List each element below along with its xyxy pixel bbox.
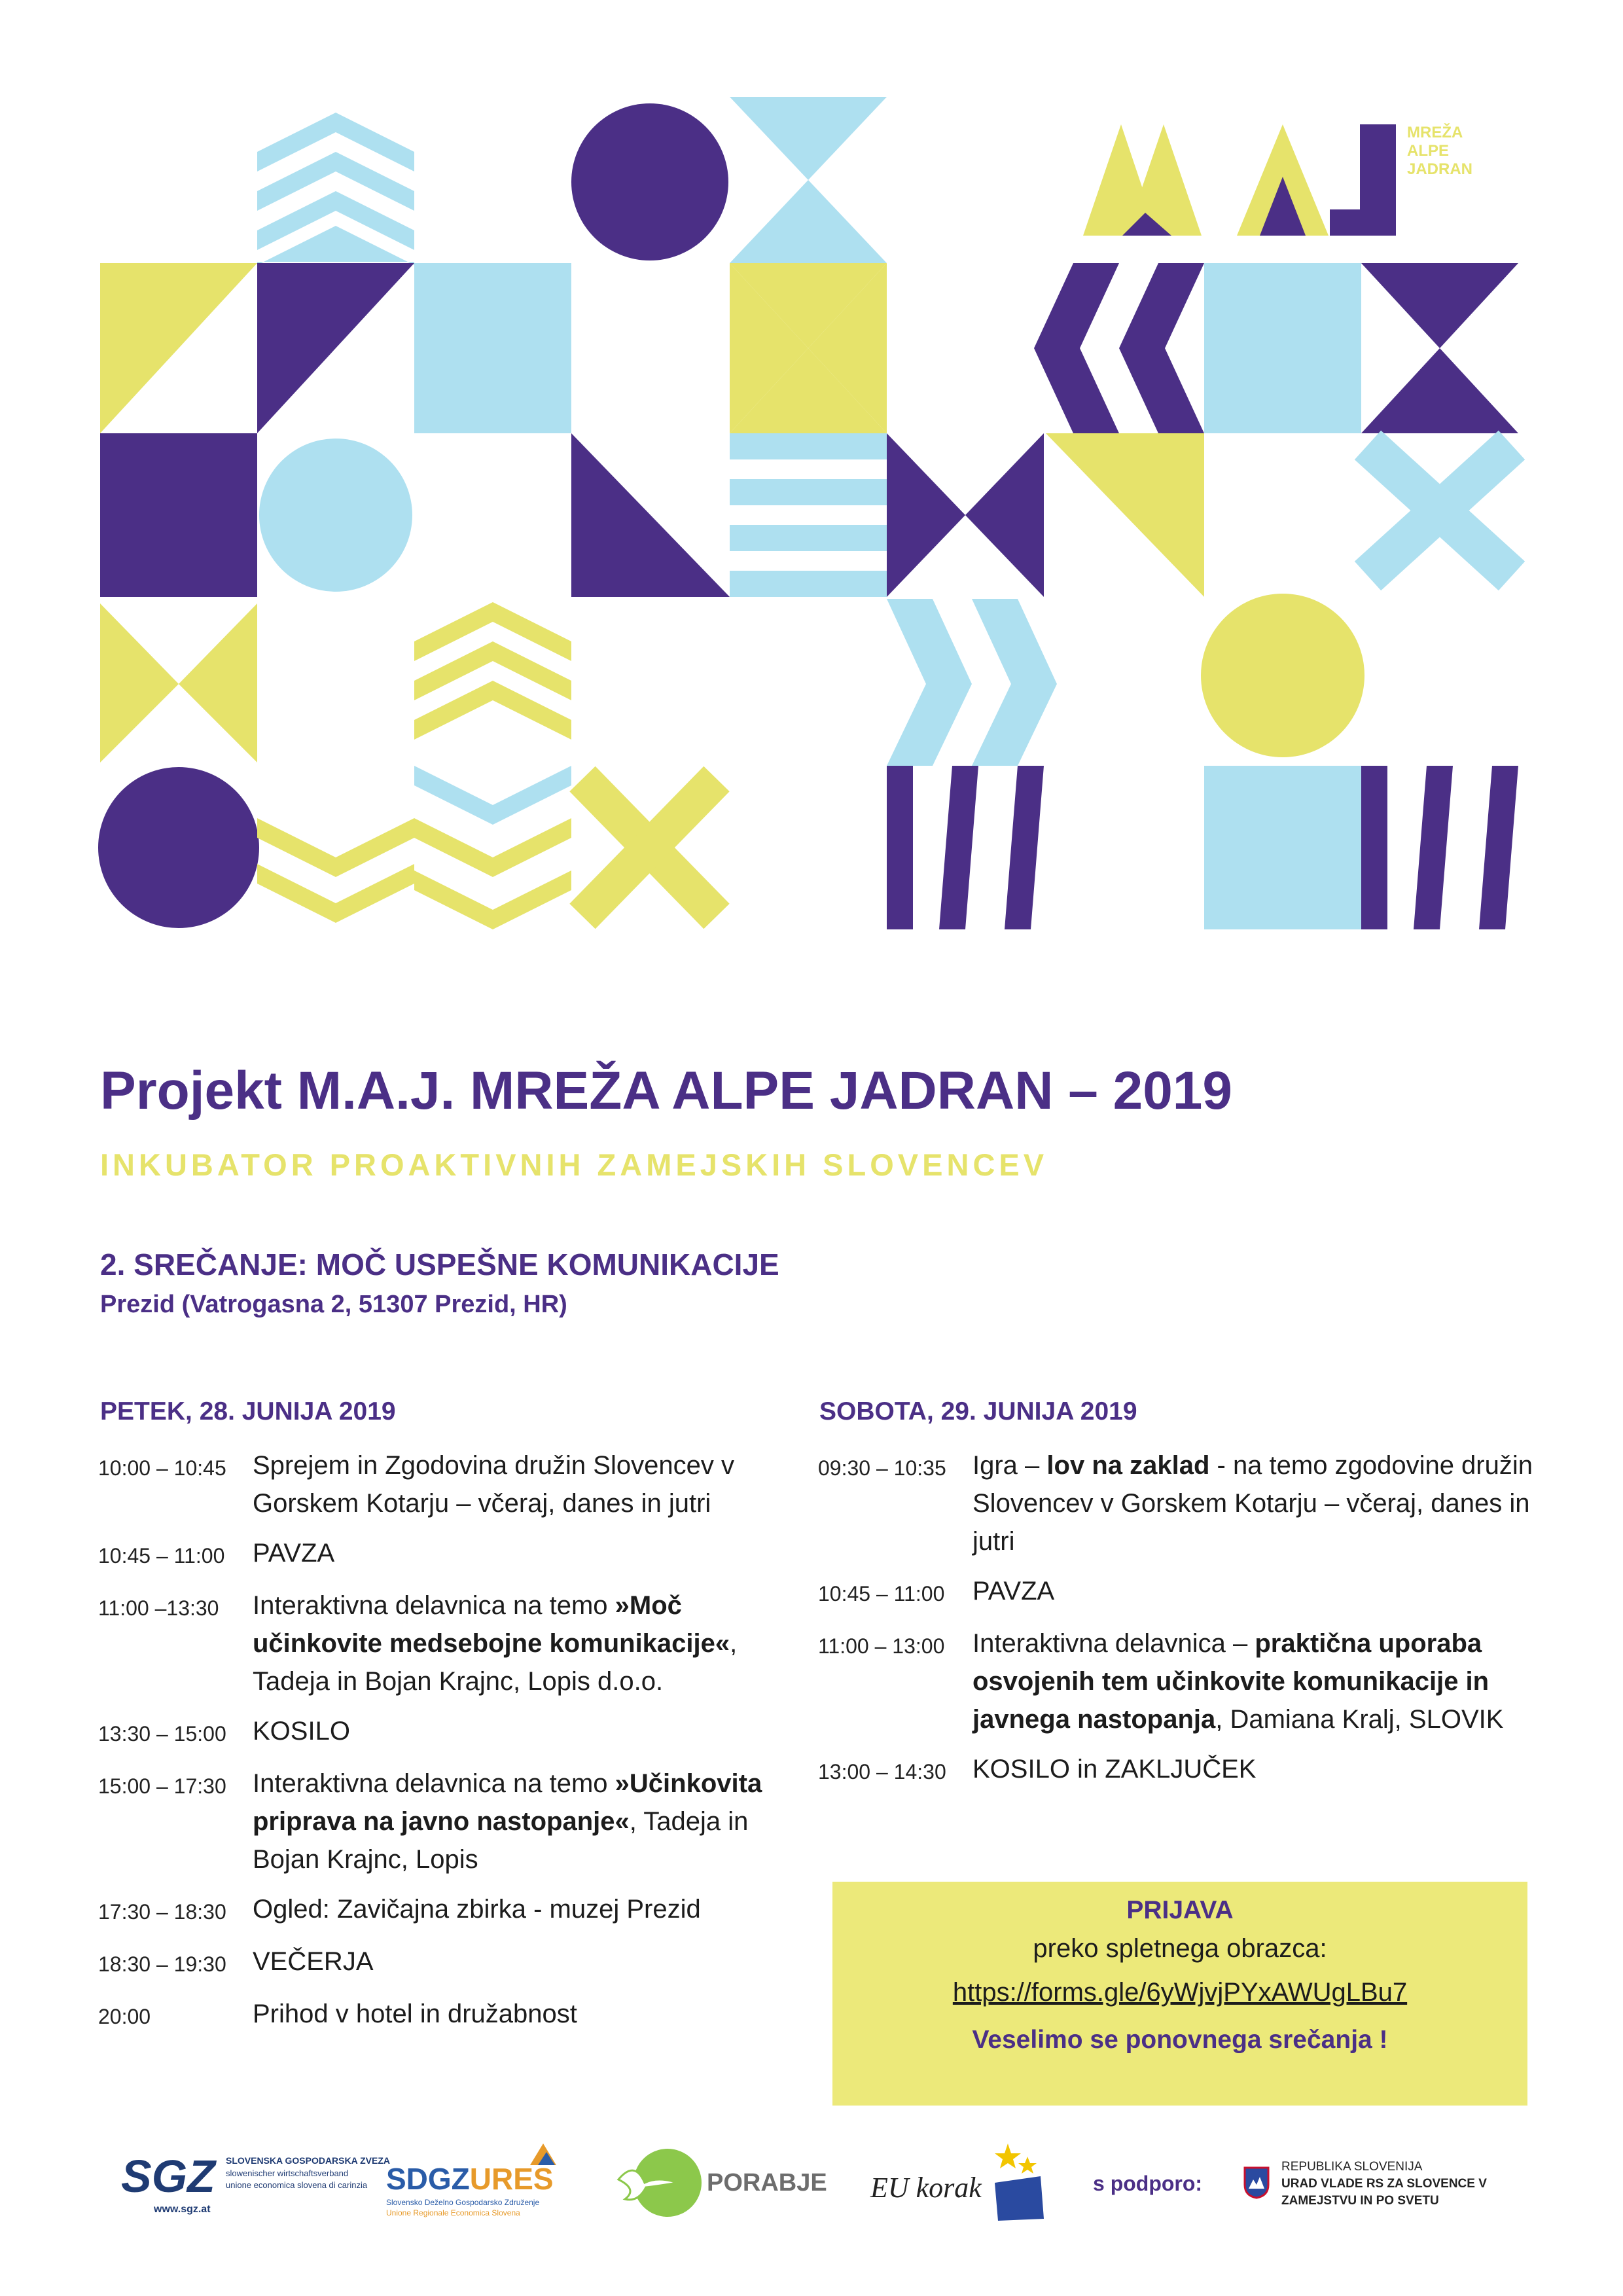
purple-triangle-1 — [257, 263, 414, 433]
schedule-time: 10:00 – 10:45 — [98, 1456, 226, 1480]
chevron-stack-yellow-down — [257, 818, 414, 923]
schedule-row — [818, 1624, 1538, 1738]
page-title: Projekt M.A.J. MREŽA ALPE JADRAN – 2019 — [100, 1061, 1233, 1121]
brand-line-1: MREŽA — [1407, 124, 1463, 141]
schedule-text: , Damiana Kralj, SLOVIK — [1215, 1705, 1504, 1734]
bird-circle-icon — [605, 2147, 704, 2219]
geometric-artwork — [0, 0, 1623, 969]
schedule-row — [98, 1446, 792, 1522]
chevron-stack-blue-down — [414, 766, 571, 825]
schedule-row — [98, 1534, 792, 1575]
brand-line-2: ALPE — [1407, 142, 1450, 160]
schedule-time: 11:00 –13:30 — [98, 1596, 219, 1620]
registration-box — [832, 1882, 1527, 2106]
schedule-description: PAVZA — [972, 1577, 1055, 1605]
blue-x-1 — [1368, 445, 1512, 576]
schedule-time: 15:00 – 17:30 — [98, 1774, 226, 1798]
gov-logo: REPUBLIKA SLOVENIJA URAD VLADE RS ZA SLOVENCE V ZAMEJSTVU IN PO SVETU — [1243, 2153, 1518, 2219]
purple-square-1 — [100, 433, 257, 597]
schedule-description: Sprejem in Zgodovina družin Slovencev v Gorskem Kotarju – včeraj, danes in jutri — [253, 1451, 734, 1518]
schedule-time: 11:00 – 13:00 — [818, 1634, 945, 1658]
meeting-location: Prezid (Vatrogasna 2, 51307 Prezid, HR) — [100, 1291, 567, 1318]
schedule-row — [818, 1572, 1538, 1613]
schedule-row — [98, 1995, 792, 2036]
registration-link[interactable]: https://forms.gle/6yWjvjPYxAWUgLBu7 — [952, 1978, 1408, 2007]
registration-line: preko spletnega obrazca: — [1033, 1934, 1327, 1963]
yellow-triangle-4 — [1046, 433, 1204, 597]
schedule-description — [253, 1587, 792, 1700]
saturday-heading: SOBOTA, 29. JUNIJA 2019 — [819, 1397, 1137, 1426]
schedule-row — [98, 1712, 792, 1753]
support-label: s podporo: — [1093, 2172, 1203, 2195]
slovenia-coat-of-arms-icon — [1243, 2166, 1270, 2199]
schedule-description: KOSILO — [253, 1717, 350, 1746]
sgz-logo: SGZ SLOVENSKA GOSPODARSKA ZVEZA slowenischer wirtschaftsverband unione economica slovena di carinzia www.sgz.at — [121, 2151, 390, 2215]
meeting-title: 2. SREČANJE: MOČ USPEŠNE KOMUNIKACIJE — [100, 1247, 779, 1282]
blue-square-2 — [1204, 263, 1361, 433]
hourglass-purple — [1361, 263, 1518, 433]
purple-circle-top — [571, 103, 728, 260]
yellow-triangle-1 — [100, 263, 257, 433]
purple-bars-1 — [887, 766, 1044, 929]
chevron-stack-yellow-down-2 — [414, 818, 571, 929]
purple-triangle-2 — [571, 433, 730, 597]
yellow-circle-1 — [1201, 594, 1364, 757]
schedule-text: , Tadeja in Bojan Krajnc, Lopis — [253, 1807, 749, 1874]
schedule-description: VEČERJA — [253, 1947, 374, 1976]
schedule-highlight: praktična uporaba osvojenih tem učinkovite komunikacije in javnega nastopanja — [972, 1629, 1489, 1734]
bowtie-purple — [887, 433, 1044, 597]
blue-circle-1 — [259, 439, 412, 592]
schedule-description: PAVZA — [253, 1539, 335, 1568]
friday-heading: PETEK, 28. JUNIJA 2019 — [100, 1397, 396, 1426]
schedule-text: Interaktivna delavnica – — [972, 1629, 1255, 1658]
blue-stripes — [730, 433, 887, 597]
purple-circle-2 — [98, 767, 259, 928]
blue-square-3 — [1204, 766, 1361, 929]
schedule-description: Ogled: Zavičajna zbirka - muzej Prezid — [253, 1895, 701, 1924]
schedule-description — [253, 1765, 792, 1878]
schedule-description — [972, 1446, 1538, 1560]
schedule-text: , Tadeja in Bojan Krajnc, Lopis d.o.o. — [253, 1629, 738, 1696]
schedule-highlight: »Učinkovita priprava na javno nastopanje« — [253, 1769, 762, 1836]
schedule-description: Prihod v hotel in družabnost — [253, 2000, 577, 2028]
schedule-time: 10:45 – 11:00 — [818, 1582, 945, 1605]
schedule-text: Igra – — [972, 1451, 1047, 1480]
registration-closing: Veselimo se ponovnega srečanja ! — [972, 2026, 1388, 2054]
chevron-right-blue — [887, 599, 1057, 766]
schedule-text: - na temo zgodovine družin Slovencev v Gorskem Kotarju – včeraj, danes in jutri — [972, 1451, 1533, 1556]
schedule-description — [972, 1624, 1538, 1738]
bowtie-yellow — [100, 603, 257, 762]
chevron-stack-blue-top — [257, 113, 414, 265]
hourglass-blue — [730, 97, 887, 263]
blue-square-1 — [414, 263, 571, 433]
schedule-time: 10:45 – 11:00 — [98, 1544, 225, 1568]
schedule-row — [98, 1765, 792, 1878]
schedule-description: KOSILO in ZAKLJUČEK — [972, 1755, 1257, 1784]
maj-logo — [1083, 124, 1396, 236]
saturday-schedule — [818, 1446, 1538, 1803]
eu-box-stars-icon — [982, 2137, 1054, 2222]
schedule-text: Interaktivna delavnica na temo — [253, 1591, 615, 1620]
schedule-time: 13:30 – 15:00 — [98, 1722, 226, 1746]
yellow-x-1 — [582, 779, 717, 916]
schedule-time: 17:30 – 18:30 — [98, 1900, 226, 1924]
chevron-stack-yellow — [414, 602, 571, 740]
schedule-row — [98, 1943, 792, 1983]
schedule-time: 18:30 – 19:30 — [98, 1952, 226, 1976]
chevron-left-purple — [1034, 263, 1204, 433]
eu-korak-logo: EU korak — [870, 2137, 1060, 2222]
porabje-logo: PORABJE — [605, 2147, 841, 2219]
schedule-row — [818, 1750, 1538, 1791]
schedule-highlight: lov na zaklad — [1046, 1451, 1210, 1480]
schedule-row — [98, 1890, 792, 1931]
registration-heading: PRIJAVA — [1126, 1896, 1234, 1924]
purple-bars-2 — [1361, 766, 1518, 929]
schedule-row — [818, 1446, 1538, 1560]
schedule-highlight: »Moč učinkovite medsebojne komunikacije« — [253, 1591, 730, 1658]
brand-line-3: JADRAN — [1407, 160, 1473, 178]
schedule-time: 09:30 – 10:35 — [818, 1456, 946, 1480]
schedule-time: 13:00 – 14:30 — [818, 1760, 946, 1784]
friday-schedule — [98, 1446, 792, 2047]
schedule-time: 20:00 — [98, 2005, 151, 2028]
page-subtitle: INKUBATOR PROAKTIVNIH ZAMEJSKIH SLOVENCEV — [100, 1147, 1048, 1182]
schedule-row — [98, 1587, 792, 1700]
sdgz-logo: SDGZURES Slovensko Deželno Gospodarsko Združenje Unione Regionale Economica Slovena — [386, 2140, 582, 2219]
schedule-text: Interaktivna delavnica na temo — [253, 1769, 615, 1798]
